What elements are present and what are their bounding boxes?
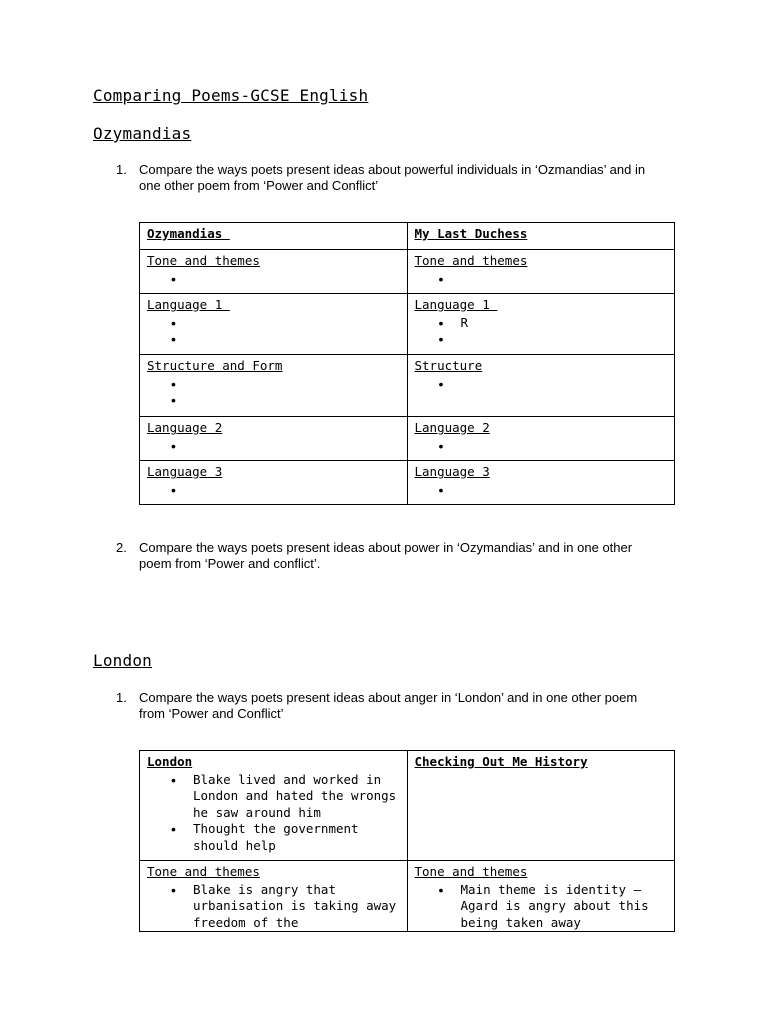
table-cell bbox=[407, 461, 675, 505]
bullet-item bbox=[461, 482, 668, 499]
row-label: Language 3 bbox=[147, 464, 223, 479]
table-cell bbox=[407, 355, 675, 417]
table-cell bbox=[140, 861, 408, 932]
bullet-list bbox=[415, 315, 668, 348]
table-cell bbox=[407, 417, 675, 461]
row-label: Tone and themes bbox=[147, 253, 260, 268]
bullet-list bbox=[415, 482, 668, 499]
bullet-item: • Blake lived and worked in London and hated the wrongs he saw around him bbox=[193, 772, 400, 822]
question-text: Compare the ways poets present ideas about power in ‘Ozymandias’ and in one other poem from ‘Power and conflict’. bbox=[139, 540, 633, 571]
table-cell bbox=[140, 250, 408, 294]
bullet-list bbox=[147, 482, 400, 499]
bullet-list bbox=[147, 271, 400, 288]
table-cell bbox=[140, 355, 408, 417]
table-cell bbox=[407, 294, 675, 355]
bullet-item: • Main theme is identity – Agard is angry about this being taken away bbox=[461, 882, 668, 932]
table-header-row bbox=[140, 751, 675, 861]
bullet-list bbox=[415, 882, 668, 932]
row-label: Language 2 bbox=[414, 420, 490, 435]
question-number: 2. bbox=[116, 540, 127, 555]
bullet-item bbox=[193, 392, 400, 409]
table-row bbox=[140, 355, 675, 417]
question-number: 1. bbox=[116, 690, 127, 705]
table-cell bbox=[140, 294, 408, 355]
bullet-item bbox=[461, 438, 668, 455]
bullet-item bbox=[461, 331, 668, 348]
london-comparison-table bbox=[139, 750, 675, 932]
table-cell bbox=[407, 250, 675, 294]
section-heading-ozymandias: Ozymandias bbox=[93, 124, 192, 143]
table-header-cell bbox=[407, 751, 675, 861]
document-title: Comparing Poems-GCSE English bbox=[93, 86, 369, 105]
poem-name-checking-out-me-history: Checking Out Me History bbox=[414, 754, 588, 769]
row-label: Tone and themes bbox=[414, 253, 528, 268]
section-heading-london: London bbox=[93, 651, 152, 670]
bullet-item: • Thought the government should help bbox=[193, 821, 400, 854]
bullet-item: • Blake is angry that urbanisation is taking away freedom of the bbox=[193, 882, 400, 932]
bullet-item bbox=[461, 271, 668, 288]
row-label: Language 3 bbox=[414, 464, 490, 479]
poem-name-ozymandias: Ozymandias bbox=[147, 226, 230, 241]
bullet-item bbox=[193, 331, 400, 348]
question-number: 1. bbox=[116, 162, 127, 177]
row-label: Language 1 bbox=[147, 297, 230, 312]
ozymandias-comparison-table bbox=[139, 222, 675, 505]
table-cell bbox=[140, 461, 408, 505]
bullet-list bbox=[147, 882, 400, 932]
question-text: Compare the ways poets present ideas about anger in ‘London’ and in one other poem from ‘Power and Conflict’ bbox=[139, 690, 638, 721]
bullet-item bbox=[193, 271, 400, 288]
bullet-item bbox=[193, 376, 400, 393]
bullet-list bbox=[415, 271, 668, 288]
row-label: Structure and Form bbox=[147, 358, 283, 373]
row-label: Language 2 bbox=[147, 420, 223, 435]
bullet-item bbox=[461, 376, 668, 393]
bullet-list bbox=[415, 376, 668, 393]
table-row bbox=[140, 294, 675, 355]
bullet-item bbox=[193, 315, 400, 332]
bullet-list bbox=[147, 772, 400, 855]
poem-name-london: London bbox=[147, 754, 193, 769]
poem-name-my-last-duchess: My Last Duchess bbox=[414, 226, 528, 241]
table-row bbox=[140, 250, 675, 294]
table-cell bbox=[407, 861, 675, 932]
table-header-cell bbox=[140, 223, 408, 250]
bullet-list bbox=[147, 376, 400, 409]
table-header-cell bbox=[407, 223, 675, 250]
bullet-item: • R bbox=[461, 315, 668, 332]
table-header-cell bbox=[140, 751, 408, 861]
row-label: Language 1 bbox=[414, 297, 498, 312]
question-text: Compare the ways poets present ideas about powerful individuals in ‘Ozmandias’ and in one other poem from ‘Power and Conflict’ bbox=[139, 162, 646, 193]
table-header-row bbox=[140, 223, 675, 250]
table-row bbox=[140, 417, 675, 461]
table-row bbox=[140, 861, 675, 932]
row-label: Structure bbox=[414, 358, 483, 373]
bullet-item bbox=[193, 438, 400, 455]
bullet-list bbox=[147, 438, 400, 455]
row-label: Tone and themes bbox=[414, 864, 528, 879]
table-row bbox=[140, 461, 675, 505]
row-label: Tone and themes bbox=[147, 864, 260, 879]
bullet-item bbox=[193, 482, 400, 499]
bullet-list bbox=[147, 315, 400, 348]
bullet-list bbox=[415, 438, 668, 455]
table-cell bbox=[140, 417, 408, 461]
